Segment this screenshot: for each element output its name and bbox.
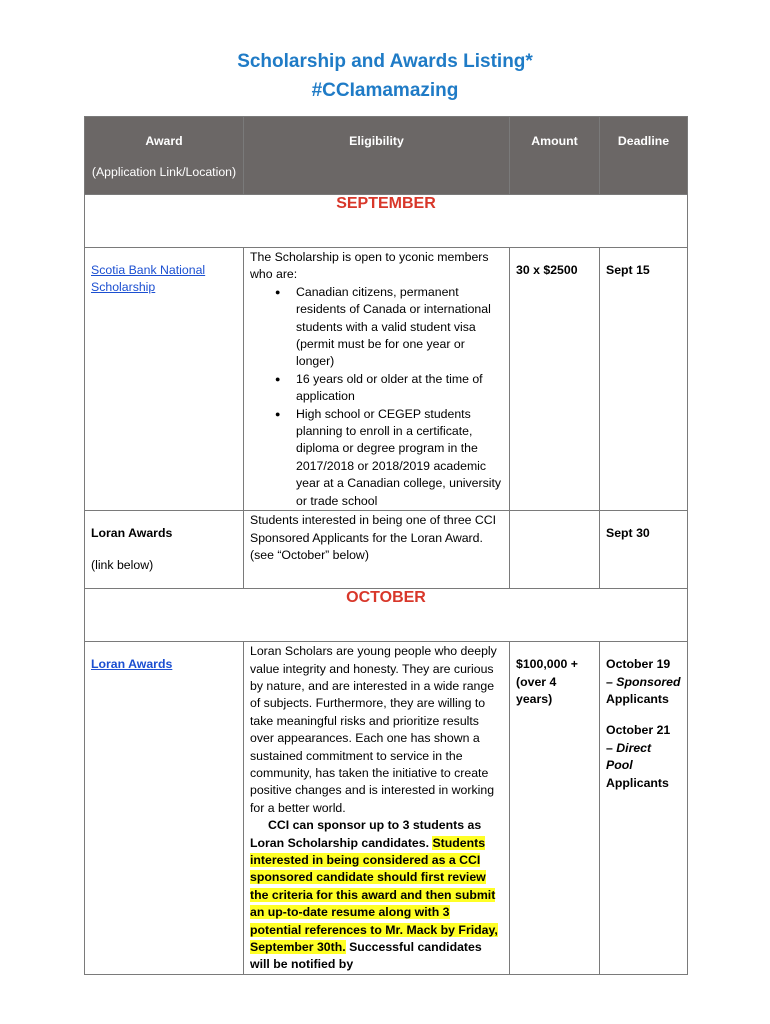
loran-oct-deadlines xyxy=(600,642,687,792)
scholarship-table xyxy=(84,116,688,975)
section-october: OCTOBER xyxy=(346,589,426,607)
loran-oct-deadline-2-tail: Applicants xyxy=(606,775,669,790)
scotia-award-name-2: Scholarship xyxy=(91,280,156,295)
scotia-award-link[interactable] xyxy=(91,263,205,294)
header-award-label: Award xyxy=(145,134,183,148)
header-row xyxy=(85,117,688,195)
loran-oct-deadline-1-type: Sponsored xyxy=(616,674,681,689)
scotia-eligibility-item: ● Canadian citizens, permanent residents of Canada or international students with a valid student visa (permit must be for one year or longer) xyxy=(296,284,503,371)
loran-sept-award-name: Loran Awards xyxy=(91,526,173,541)
header-award-sub: (Application Link/Location) xyxy=(91,165,237,180)
table-row-scotia xyxy=(85,248,688,511)
section-september: SEPTEMBER xyxy=(336,195,436,212)
loran-sept-eligibility: Students interested in being one of three CCI Sponsored Applicants for the Loran Award. (see “October” below) xyxy=(250,513,497,562)
scotia-award-name-1: Scotia Bank National xyxy=(91,263,206,277)
header-award xyxy=(85,117,244,195)
loran-oct-deadline-1-tail: Applicants xyxy=(606,691,669,706)
header-deadline-label: Deadline xyxy=(617,134,670,148)
loran-oct-amount-period-2: years) xyxy=(516,691,553,706)
loran-sept-note: (link below) xyxy=(91,557,154,572)
header-amount xyxy=(510,117,600,195)
loran-oct-amount-period-1: (over 4 xyxy=(516,674,557,689)
scotia-deadline: Sept 15 xyxy=(606,263,650,277)
scotia-amount: 30 x $2500 xyxy=(516,263,578,277)
header-eligibility xyxy=(244,117,510,195)
table-row-loran-sept xyxy=(85,511,688,589)
section-row-september xyxy=(85,195,688,248)
loran-oct-notification: Successful candidates will be notified by xyxy=(250,940,482,972)
header-deadline xyxy=(600,117,688,195)
loran-oct-deadline-2-date: October 21 xyxy=(606,723,671,738)
header-amount-label: Amount xyxy=(531,134,578,148)
loran-oct-amount xyxy=(510,642,599,708)
loran-oct-deadline-2-dash: – xyxy=(606,740,617,755)
page-title: Scholarship and Awards Listing* xyxy=(237,51,533,72)
loran-oct-eligibility-description: Loran Scholars are young people who deeply value integrity and honesty. They are curious by nature, and are interested in a wide range of subjects. Furthermore, they are willing to take meaningful risks and prioritize results over appearances. Each one has shown a sustained commitment to service in the community, has taken the initiative to create positive changes and is interested in working for a better world. xyxy=(250,644,497,815)
loran-sept-deadline: Sept 30 xyxy=(606,526,650,541)
loran-oct-award-link[interactable]: Loran Awards xyxy=(91,657,173,672)
loran-oct-deadline-2-type: Direct Pool xyxy=(606,740,652,773)
loran-oct-amount-value: $100,000 + xyxy=(516,657,578,672)
header-eligibility-label: Eligibility xyxy=(349,134,404,148)
loran-oct-highlighted-instructions: Students interested in being considered as a CCI sponsored candidate should first review the criteria for this award and then submit an up-to-date resume along with 3 potential references to Mr. Mack by Friday, September 30th. xyxy=(250,835,498,954)
table-row-loran-oct xyxy=(85,642,688,975)
loran-oct-sponsor-count: CCI can sponsor up to 3 students as Loran Scholarship candidates. xyxy=(250,818,482,850)
page-hashtag: #CCIamamazing xyxy=(311,80,459,101)
scotia-eligibility-list xyxy=(250,284,503,510)
loran-oct-eligibility-sponsorship xyxy=(250,817,503,974)
section-row-october xyxy=(85,589,688,642)
loran-oct-deadline-1-dash: – xyxy=(606,674,617,689)
scotia-eligibility-intro: The Scholarship is open to yconic members who are: xyxy=(250,250,489,282)
scotia-eligibility-item: ● 16 years old or older at the time of application xyxy=(296,371,503,406)
scotia-eligibility-item: ● High school or CEGEP students planning to enroll in a certificate, diploma or degree program in the 2017/2018 or 2018/2019 academic year at a Canadian college, university or trade school xyxy=(296,406,503,510)
loran-oct-deadline-1-date: October 19 xyxy=(606,657,671,672)
